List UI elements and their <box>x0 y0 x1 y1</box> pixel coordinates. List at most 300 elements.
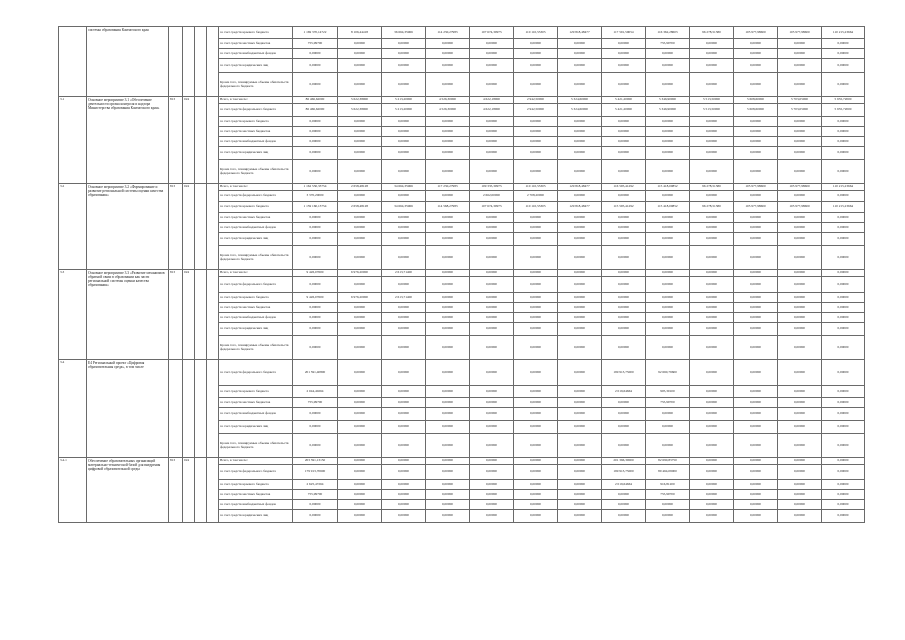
amount-cell: 0,00000 <box>558 313 602 323</box>
amount-cell: 0,00000 <box>690 360 734 386</box>
amount-cell: 0,00000 <box>514 458 558 465</box>
amount-cell: 0,00000 <box>470 490 514 500</box>
amount-cell: 0,00000 <box>514 246 558 270</box>
funding-source: за счет средств местных бюджетов <box>219 213 293 223</box>
funding-source: за счет средств федерального бюджета <box>219 360 293 386</box>
amount-cell: 105 977,98600 <box>734 184 778 191</box>
amount-cell: 0,00000 <box>558 323 602 336</box>
amount-cell: 0,00000 <box>338 408 382 421</box>
amount-cell: 4 526,30000 <box>426 104 470 117</box>
amount-cell: 0,00000 <box>690 480 734 490</box>
amount-cell: 0,00000 <box>470 360 514 386</box>
amount-cell: 129 818,48477 <box>558 202 602 213</box>
amount-cell: 0,00000 <box>822 39 865 49</box>
empty-cell <box>195 27 207 97</box>
amount-cell: 0,00000 <box>338 49 382 59</box>
amount-cell: 5 213,20000 <box>382 97 426 104</box>
amount-cell: 0,00000 <box>470 127 514 137</box>
amount-cell: 0,00000 <box>734 223 778 233</box>
amount-cell: 0,00000 <box>338 160 382 184</box>
amount-cell: 2 613,71400 <box>382 270 426 277</box>
amount-cell: 0,00000 <box>470 313 514 323</box>
amount-cell: 0,00000 <box>690 213 734 223</box>
amount-cell: 0,00000 <box>602 500 646 510</box>
amount-cell: 0,00000 <box>382 246 426 270</box>
amount-cell: 115 418,00852 <box>646 184 690 191</box>
funding-source: Кроме того, планируемые объемы обязательств федерального бюджета <box>219 73 293 97</box>
amount-cell: 0,00000 <box>293 303 338 313</box>
amount-cell: 0,00000 <box>382 160 426 184</box>
amount-cell: 0,00000 <box>470 336 514 360</box>
amount-cell: 0,00000 <box>558 49 602 59</box>
amount-cell: 0,00000 <box>602 117 646 127</box>
amount-cell: 0,00000 <box>426 458 470 465</box>
amount-cell: 0,00000 <box>338 398 382 408</box>
amount-cell: 0,00000 <box>514 270 558 277</box>
amount-cell: 110 110,53305 <box>514 27 558 39</box>
amount-cell: 0,00000 <box>602 490 646 500</box>
amount-cell: 0,00000 <box>690 408 734 421</box>
amount-cell: 0,00000 <box>338 480 382 490</box>
amount-cell: 0,00000 <box>293 233 338 246</box>
amount-cell: 0,00000 <box>426 313 470 323</box>
funding-source: за счет средств юридических лиц <box>219 421 293 434</box>
amount-cell: 0,00000 <box>734 434 778 458</box>
amount-cell: 9 426,07600 <box>293 293 338 303</box>
amount-cell: 0,00000 <box>426 49 470 59</box>
amount-cell: 34 664,35966 <box>382 202 426 213</box>
amount-cell: 0,00000 <box>470 421 514 434</box>
amount-cell: 0,00000 <box>514 465 558 480</box>
amount-cell: 0,00000 <box>426 246 470 270</box>
amount-cell: 0,00000 <box>734 398 778 408</box>
amount-cell: 0,00000 <box>338 117 382 127</box>
amount-cell: 0,00000 <box>602 246 646 270</box>
amount-cell: 199 913,75000 <box>602 465 646 480</box>
funding-source: за счет средств местных бюджетов <box>219 398 293 408</box>
amount-cell: 0,00000 <box>734 313 778 323</box>
amount-cell: 0,00000 <box>514 117 558 127</box>
amount-cell: 0,00000 <box>558 213 602 223</box>
amount-cell: 0,00000 <box>734 386 778 398</box>
amount-cell: 0,00000 <box>514 323 558 336</box>
amount-cell: 2 662,00000 <box>470 191 514 202</box>
amount-cell: 0,00000 <box>293 213 338 223</box>
amount-cell: 0,00000 <box>602 49 646 59</box>
amount-cell: 0,00000 <box>778 213 822 223</box>
amount-cell: 0,00000 <box>338 147 382 160</box>
funding-source: Кроме того, планируемые объемы обязательств федерального бюджета <box>219 246 293 270</box>
amount-cell: 0,00000 <box>822 223 865 233</box>
amount-cell: 0,00000 <box>382 73 426 97</box>
amount-cell: 0,00000 <box>514 137 558 147</box>
funding-source: за счет средств юридических лиц <box>219 323 293 336</box>
amount-cell: 114 230,27983 <box>426 27 470 39</box>
budget-table-page <box>58 26 864 523</box>
amount-cell: 0,00000 <box>822 421 865 434</box>
amount-cell: 0,00000 <box>690 246 734 270</box>
amount-cell: 0,00000 <box>338 213 382 223</box>
amount-cell: 0,00000 <box>602 233 646 246</box>
amount-cell: 0,00000 <box>514 59 558 73</box>
amount-cell: 5 213,20000 <box>382 104 426 117</box>
amount-cell: 82 690,83750 <box>646 458 690 465</box>
amount-cell: 0,00000 <box>646 408 690 421</box>
amount-cell: 0,00000 <box>690 160 734 184</box>
amount-cell: 0,00000 <box>734 490 778 500</box>
amount-cell: 0,00000 <box>822 277 865 293</box>
amount-cell: 0,00000 <box>426 213 470 223</box>
amount-cell: 0,00000 <box>646 500 690 510</box>
amount-cell: 116 595,41292 <box>602 184 646 191</box>
amount-cell: 0,00000 <box>734 303 778 313</box>
amount-cell: 0,00000 <box>822 490 865 500</box>
amount-cell: 0,00000 <box>514 233 558 246</box>
grbs-code <box>169 360 183 458</box>
amount-cell: 0,00000 <box>558 500 602 510</box>
amount-cell: 0,00000 <box>778 246 822 270</box>
amount-cell: 0,00000 <box>426 39 470 49</box>
measure-code <box>59 27 87 97</box>
amount-cell: 0,00000 <box>646 147 690 160</box>
amount-cell: 0,00000 <box>558 336 602 360</box>
amount-cell: 0,00000 <box>470 500 514 510</box>
amount-cell: 0,00000 <box>382 39 426 49</box>
amount-cell: 0,00000 <box>778 191 822 202</box>
amount-cell: 0,00000 <box>293 421 338 434</box>
amount-cell: 0,00000 <box>293 137 338 147</box>
amount-cell: 0,00000 <box>602 408 646 421</box>
amount-cell: 0,00000 <box>734 500 778 510</box>
amount-cell: 0,00000 <box>734 293 778 303</box>
amount-cell: 0,00000 <box>470 465 514 480</box>
amount-cell: 0,00000 <box>690 336 734 360</box>
amount-cell: 0,00000 <box>602 270 646 277</box>
amount-cell: 0,00000 <box>734 73 778 97</box>
amount-cell: 0,00000 <box>690 303 734 313</box>
amount-cell: 0,00000 <box>338 246 382 270</box>
funding-source: за счет средств краевого бюджета <box>219 117 293 127</box>
amount-cell: 0,00000 <box>338 39 382 49</box>
amount-cell: 0,00000 <box>602 39 646 49</box>
amount-cell: 36 664,35966 <box>382 27 426 39</box>
amount-cell: 0,00000 <box>514 386 558 398</box>
amount-cell: 0,00000 <box>382 386 426 398</box>
amount-cell: 5 421,20000 <box>602 104 646 117</box>
funding-source: Всего, в том числе: <box>219 270 293 277</box>
amount-cell: 2 942,50000 <box>514 97 558 104</box>
amount-cell: 0,00000 <box>734 137 778 147</box>
amount-cell: 0,00000 <box>426 270 470 277</box>
amount-cell: 755,99700 <box>293 398 338 408</box>
amount-cell: 0,00000 <box>778 270 822 277</box>
amount-cell: 0,00000 <box>778 313 822 323</box>
amount-cell: 0,00000 <box>822 458 865 465</box>
amount-cell: 0,00000 <box>734 323 778 336</box>
amount-cell: 5 703,05000 <box>778 104 822 117</box>
funding-source: за счет средств внебюджетных фондов <box>219 500 293 510</box>
empty-cell <box>207 184 219 270</box>
amount-cell: 0,00000 <box>382 277 426 293</box>
amount-cell: 0,00000 <box>690 59 734 73</box>
amount-cell: 0,00000 <box>778 293 822 303</box>
amount-cell: 0,00000 <box>778 421 822 434</box>
amount-cell: 0,00000 <box>822 500 865 510</box>
amount-cell: 0,00000 <box>338 223 382 233</box>
amount-cell: 5 622,38900 <box>338 104 382 117</box>
amount-cell: 129 818,48477 <box>558 27 602 39</box>
amount-cell: 0,00000 <box>822 270 865 277</box>
funding-source: за счет средств краевого бюджета <box>219 293 293 303</box>
amount-cell: 0,00000 <box>778 147 822 160</box>
amount-cell: 0,00000 <box>470 117 514 127</box>
amount-cell: 0,00000 <box>646 223 690 233</box>
rz-code: 024 <box>183 458 195 523</box>
amount-cell: 0,00000 <box>646 434 690 458</box>
amount-cell: 0,00000 <box>602 127 646 137</box>
amount-cell: 0,00000 <box>514 408 558 421</box>
amount-cell: 0,00000 <box>646 73 690 97</box>
amount-cell: 2 658,48128 <box>338 184 382 191</box>
amount-cell: 0,00000 <box>558 480 602 490</box>
amount-cell: 0,00000 <box>822 127 865 137</box>
amount-cell: 5 346,90000 <box>646 104 690 117</box>
amount-cell: 4 622,18900 <box>470 104 514 117</box>
amount-cell: 0,00000 <box>734 277 778 293</box>
amount-cell: 0,00000 <box>646 49 690 59</box>
amount-cell: 0,00000 <box>822 336 865 360</box>
measure-description: Обеспечение образовательных организаций материально-технической базой для внедрения цифровой образовательной среды <box>87 458 169 523</box>
measure-code: 3.1 <box>59 97 87 184</box>
amount-cell: 0,00000 <box>293 59 338 73</box>
measure-code: 3.2 <box>59 184 87 270</box>
amount-cell: 0,00000 <box>470 137 514 147</box>
amount-cell: 0,00000 <box>602 293 646 303</box>
funding-source: за счет средств федерального бюджета <box>219 277 293 293</box>
amount-cell: 0,00000 <box>690 421 734 434</box>
amount-cell: 0,00000 <box>382 408 426 421</box>
empty-cell <box>195 360 207 458</box>
amount-cell: 2 708,20000 <box>514 191 558 202</box>
amount-cell: 0,00000 <box>514 360 558 386</box>
amount-cell: 0,00000 <box>734 270 778 277</box>
amount-cell: 0,00000 <box>778 458 822 465</box>
funding-source: Кроме того, планируемые объемы обязательств федерального бюджета <box>219 160 293 184</box>
amount-cell: 0,00000 <box>778 398 822 408</box>
amount-cell: 0,00000 <box>426 510 470 523</box>
amount-cell: 0,00000 <box>558 147 602 160</box>
amount-cell: 2 044,40264 <box>293 386 338 398</box>
amount-cell: 96 278,51380 <box>690 202 734 213</box>
amount-cell: 0,00000 <box>470 233 514 246</box>
amount-cell: 0,00000 <box>514 223 558 233</box>
amount-cell: 0,00000 <box>426 323 470 336</box>
amount-cell: 0,00000 <box>470 398 514 408</box>
measure-description: Основное мероприятие 3.2 «Формирование и развитие региональной системы оценки качества образования» <box>87 184 169 270</box>
amount-cell: 0,00000 <box>470 147 514 160</box>
amount-cell: 0,00000 <box>778 233 822 246</box>
amount-cell: 0,00000 <box>602 313 646 323</box>
amount-cell: 0,00000 <box>338 386 382 398</box>
amount-cell: 0,00000 <box>426 490 470 500</box>
amount-cell: 0,00000 <box>470 303 514 313</box>
amount-cell: 0,00000 <box>690 293 734 303</box>
budget-table <box>58 26 865 523</box>
amount-cell: 201 591,40800 <box>293 360 338 386</box>
amount-cell: 0,00000 <box>382 458 426 465</box>
amount-cell: 0,00000 <box>690 147 734 160</box>
amount-cell: 0,00000 <box>690 49 734 59</box>
amount-cell: 0,00000 <box>822 191 865 202</box>
amount-cell: 0,00000 <box>293 323 338 336</box>
amount-cell: 0,00000 <box>822 360 865 386</box>
amount-cell: 0,00000 <box>426 117 470 127</box>
amount-cell: 0,00000 <box>382 480 426 490</box>
amount-cell: 0,00000 <box>514 39 558 49</box>
amount-cell: 0,00000 <box>293 277 338 293</box>
amount-cell: 0,00000 <box>338 59 382 73</box>
empty-cell <box>207 458 219 523</box>
amount-cell: 0,00000 <box>690 223 734 233</box>
amount-cell: 0,00000 <box>602 277 646 293</box>
amount-cell: 115 595,41292 <box>602 202 646 213</box>
amount-cell: 5 935,72000 <box>822 104 865 117</box>
amount-cell: 0,00000 <box>646 246 690 270</box>
amount-cell: 0,00000 <box>338 490 382 500</box>
amount-cell: 0,00000 <box>426 223 470 233</box>
amount-cell: 0,00000 <box>778 336 822 360</box>
amount-cell: 0,00000 <box>822 386 865 398</box>
amount-cell: 0,00000 <box>382 213 426 223</box>
amount-cell: 0,00000 <box>558 277 602 293</box>
funding-source: Всего, в том числе: <box>219 97 293 104</box>
amount-cell: 0,00000 <box>778 510 822 523</box>
amount-cell: 0,00000 <box>690 458 734 465</box>
amount-cell: 0,00000 <box>426 233 470 246</box>
amount-cell: 0,00000 <box>734 233 778 246</box>
amount-cell: 0,00000 <box>382 336 426 360</box>
funding-source: за счет средств федерального бюджета <box>219 191 293 202</box>
amount-cell: 201 366,30000 <box>602 458 646 465</box>
amount-cell: 0,00000 <box>602 421 646 434</box>
amount-cell: 0,00000 <box>558 386 602 398</box>
amount-cell: 0,00000 <box>426 465 470 480</box>
amount-cell: 115 418,00852 <box>646 202 690 213</box>
amount-cell: 4 526,30000 <box>426 97 470 104</box>
amount-cell: 0,00000 <box>690 510 734 523</box>
grbs-code: 813 <box>169 270 183 360</box>
amount-cell: 0,00000 <box>426 127 470 137</box>
amount-cell: 0,00000 <box>426 386 470 398</box>
funding-source: Всего, в том числе: <box>219 184 293 191</box>
funding-source: Кроме того, планируемые объемы обязательств федерального бюджета <box>219 434 293 458</box>
amount-cell: 0,00000 <box>734 458 778 465</box>
amount-cell: 2 658,48128 <box>338 202 382 213</box>
amount-cell: 0,00000 <box>293 500 338 510</box>
amount-cell: 0,00000 <box>514 73 558 97</box>
amount-cell: 0,00000 <box>558 39 602 49</box>
amount-cell: 0,00000 <box>293 49 338 59</box>
measure-description: Основное мероприятие 3.1 «Обеспечение деятельности органа контроля и надзора Министерства образования Камчатского края» <box>87 97 169 184</box>
funding-source: Кроме того, планируемые объемы обязательств федерального бюджета <box>219 336 293 360</box>
amount-cell: 755,99700 <box>293 39 338 49</box>
amount-cell: 0,00000 <box>734 246 778 270</box>
amount-cell: 0,00000 <box>426 500 470 510</box>
amount-cell: 0,00000 <box>778 39 822 49</box>
amount-cell: 916,81200 <box>646 480 690 490</box>
amount-cell: 2 942,50000 <box>514 104 558 117</box>
amount-cell: 0,00000 <box>558 421 602 434</box>
amount-cell: 0,00000 <box>382 117 426 127</box>
amount-cell: 0,00000 <box>470 39 514 49</box>
amount-cell: 0,00000 <box>293 408 338 421</box>
amount-cell: 0,00000 <box>558 246 602 270</box>
funding-source: за счет средств юридических лиц <box>219 510 293 523</box>
amount-cell: 0,00000 <box>690 127 734 137</box>
amount-cell: 0,00000 <box>602 213 646 223</box>
amount-cell: 105 977,98600 <box>734 202 778 213</box>
amount-cell: 0,00000 <box>558 223 602 233</box>
amount-cell: 0,00000 <box>734 480 778 490</box>
amount-cell: 199 913,75000 <box>602 360 646 386</box>
amount-cell: 5 703,05000 <box>778 97 822 104</box>
amount-cell: 0,00000 <box>646 313 690 323</box>
amount-cell: 1 169 370,14722 <box>293 27 338 39</box>
amount-cell: 755,99700 <box>646 490 690 500</box>
amount-cell: 0,00000 <box>426 360 470 386</box>
amount-cell: 4 622,18900 <box>470 97 514 104</box>
amount-cell: 0,00000 <box>734 49 778 59</box>
amount-cell: 0,00000 <box>382 137 426 147</box>
amount-cell: 0,00000 <box>293 434 338 458</box>
amount-cell: 0,00000 <box>426 137 470 147</box>
amount-cell: 0,00000 <box>734 160 778 184</box>
amount-cell: 116 362,28603 <box>646 27 690 39</box>
amount-cell: 0,00000 <box>470 323 514 336</box>
amount-cell: 2 019,64664 <box>602 480 646 490</box>
amount-cell: 0,00000 <box>778 127 822 137</box>
amount-cell: 0,00000 <box>426 277 470 293</box>
amount-cell: 0,00000 <box>778 465 822 480</box>
amount-cell: 0,00000 <box>338 277 382 293</box>
amount-cell: 0,00000 <box>338 313 382 323</box>
amount-cell: 96 278,51380 <box>690 184 734 191</box>
amount-cell: 0,00000 <box>602 303 646 313</box>
amount-cell: 0,00000 <box>338 323 382 336</box>
amount-cell: 0,00000 <box>734 408 778 421</box>
amount-cell: 0,00000 <box>470 223 514 233</box>
amount-cell: 0,00000 <box>426 59 470 73</box>
amount-cell: 0,00000 <box>514 293 558 303</box>
funding-source: за счет средств местных бюджетов <box>219 127 293 137</box>
amount-cell: 105 977,98600 <box>778 184 822 191</box>
amount-cell: 0,00000 <box>646 127 690 137</box>
amount-cell: 0,00000 <box>690 137 734 147</box>
amount-cell: 0,00000 <box>470 408 514 421</box>
amount-cell: 0,00000 <box>778 137 822 147</box>
rz-code: 024 <box>183 184 195 270</box>
table-row <box>59 270 865 277</box>
amount-cell: 0,00000 <box>426 336 470 360</box>
amount-cell: 92 660,79600 <box>646 360 690 386</box>
amount-cell: 105 977,98600 <box>734 27 778 39</box>
amount-cell: 755,99700 <box>293 490 338 500</box>
amount-cell: 0,00000 <box>778 434 822 458</box>
amount-cell: 0,00000 <box>382 434 426 458</box>
amount-cell: 129 818,48477 <box>558 184 602 191</box>
amount-cell: 0,00000 <box>734 39 778 49</box>
amount-cell: 0,00000 <box>558 117 602 127</box>
